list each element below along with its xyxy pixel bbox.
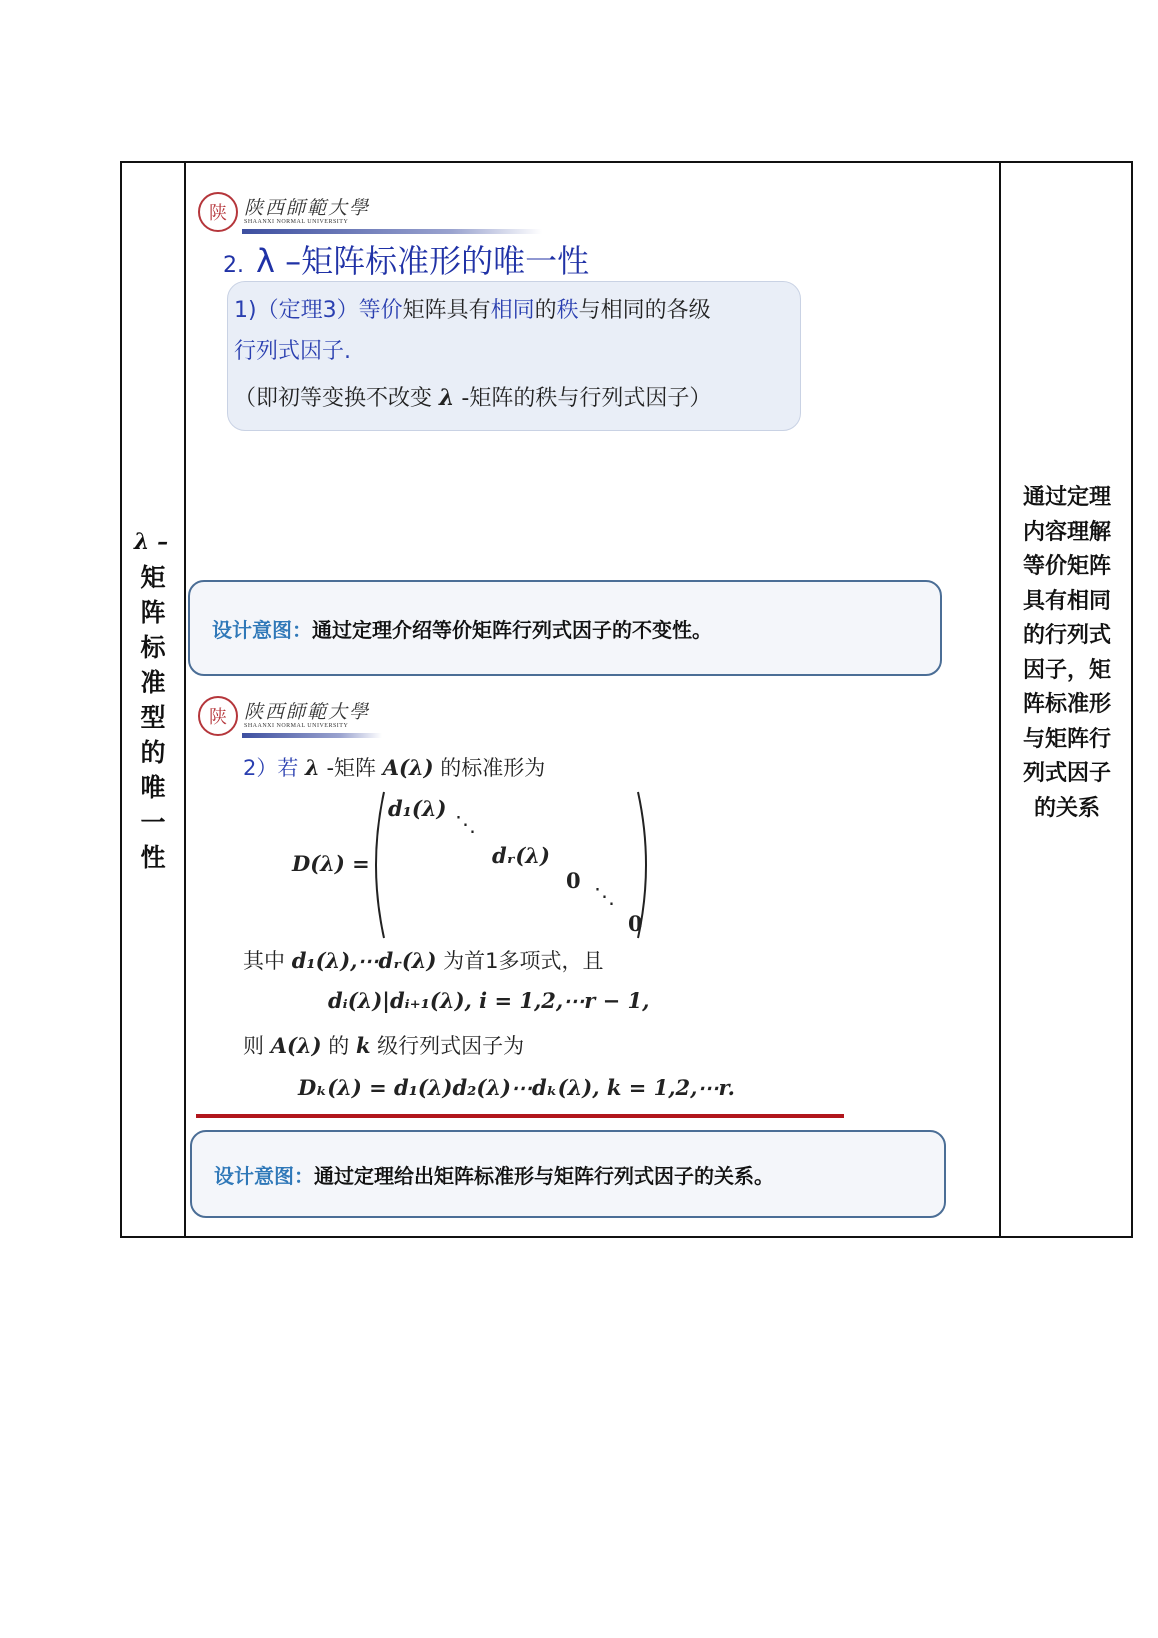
slide-title	[223, 236, 589, 282]
design-intent-text: 通过定理介绍等价矩阵行列式因子的不变性。	[312, 617, 712, 642]
theorem-part: 秩	[556, 298, 579, 323]
topic-char: 准	[140, 667, 166, 697]
column-divider	[184, 163, 186, 1236]
matrix-zero: 0	[628, 911, 643, 936]
intro-lambda: λ	[305, 755, 320, 780]
university-seal-icon: 陕	[198, 192, 238, 232]
university-logo	[198, 192, 370, 232]
logo-underline	[242, 733, 382, 738]
theorem-part: （即初等变换不改变	[234, 386, 439, 411]
topic-char: 矩	[140, 562, 166, 592]
slide-title-text: λ –矩阵标准形的唯一性	[256, 242, 590, 280]
design-intent-label: 设计意图：	[212, 617, 312, 642]
topic-char: 一	[140, 807, 166, 837]
topic-char: 的	[140, 737, 166, 767]
topic-char: 阵	[140, 597, 166, 627]
then-line	[243, 1030, 524, 1060]
university-seal-icon: 陕	[198, 696, 238, 736]
divisibility-line: dᵢ(λ)|dᵢ₊₁(λ), i = 1,2,⋯r − 1,	[328, 988, 650, 1013]
logo-text	[244, 198, 370, 226]
topic-cell	[122, 163, 184, 1236]
topic-char: 性	[140, 842, 166, 872]
logo-en: SHAANXI NORMAL UNIVERSITY	[244, 219, 349, 225]
theorem-part: -矩阵的秩与行列式因子）	[454, 386, 712, 411]
where-part: 其中	[243, 949, 292, 973]
design-intent-label: 设计意图：	[214, 1163, 314, 1188]
matrix-dr: dᵣ(λ)	[492, 843, 550, 868]
logo-en: SHAANXI NORMAL UNIVERSITY	[244, 723, 349, 729]
theorem-part: 相同	[490, 298, 535, 323]
red-divider	[196, 1114, 844, 1118]
purpose-cell	[1001, 163, 1133, 1236]
intro-matrix: A(λ)	[382, 755, 434, 780]
theorem-line-2: 行列式因子.	[234, 339, 351, 364]
matrix-label: D(λ) =	[292, 851, 370, 876]
intro-part: -矩阵	[319, 756, 383, 780]
then-matrix: A(λ)	[270, 1033, 322, 1058]
logo-underline	[242, 229, 542, 234]
theorem-line-3	[234, 381, 711, 412]
matrix-zero: 0	[566, 868, 581, 893]
matrix-d1: d₁(λ)	[388, 796, 447, 821]
topic-char: 标	[140, 632, 166, 662]
design-intent-box	[190, 1130, 946, 1218]
topic-char: 型	[140, 702, 166, 732]
design-intent-text: 通过定理给出矩阵标准形与矩阵行列式因子的关系。	[314, 1163, 774, 1188]
matrix-dots: ⋱	[455, 812, 476, 836]
theorem-line-1	[234, 293, 711, 324]
matrix-dots: ⋱	[594, 884, 615, 908]
theorem-part: 与相同的各级	[578, 298, 711, 323]
theorem-part: 1)（定理3）等价	[234, 298, 403, 323]
theorem-2-intro	[243, 752, 545, 782]
logo-text	[244, 702, 370, 730]
logo-cn: 陕西師範大學	[244, 701, 371, 723]
topic-char: 唯	[140, 772, 166, 802]
then-k: k	[355, 1033, 371, 1058]
logo-cn: 陕西師範大學	[244, 197, 371, 219]
intro-part: 2）若	[243, 756, 306, 780]
topic-lambda: λ –	[134, 528, 169, 555]
slide-title-number: 2.	[223, 253, 244, 278]
theorem-part: 的	[534, 298, 557, 323]
then-part: 则	[243, 1034, 271, 1058]
intro-part: 的标准形为	[433, 756, 546, 780]
theorem-part: 矩阵具有	[402, 298, 491, 323]
then-part: 级行列式因子为	[370, 1034, 525, 1058]
where-part: 为首1多项式，且	[436, 949, 604, 973]
university-logo	[198, 696, 370, 736]
theorem-lambda: λ	[439, 385, 455, 411]
purpose-text: 通过定理内容理解等价矩阵具有相同的行列式因子，矩阵标准形与矩阵行列式因子的关系	[1022, 485, 1111, 821]
where-math: d₁(λ),⋯dᵣ(λ)	[291, 948, 437, 973]
topic-vertical-text	[134, 525, 169, 875]
design-intent-box	[188, 580, 942, 676]
where-line	[243, 945, 604, 975]
then-part: 的	[321, 1034, 356, 1058]
determinant-factor-formula: Dₖ(λ) = d₁(λ)d₂(λ)⋯dₖ(λ), k = 1,2,⋯r.	[298, 1075, 735, 1100]
